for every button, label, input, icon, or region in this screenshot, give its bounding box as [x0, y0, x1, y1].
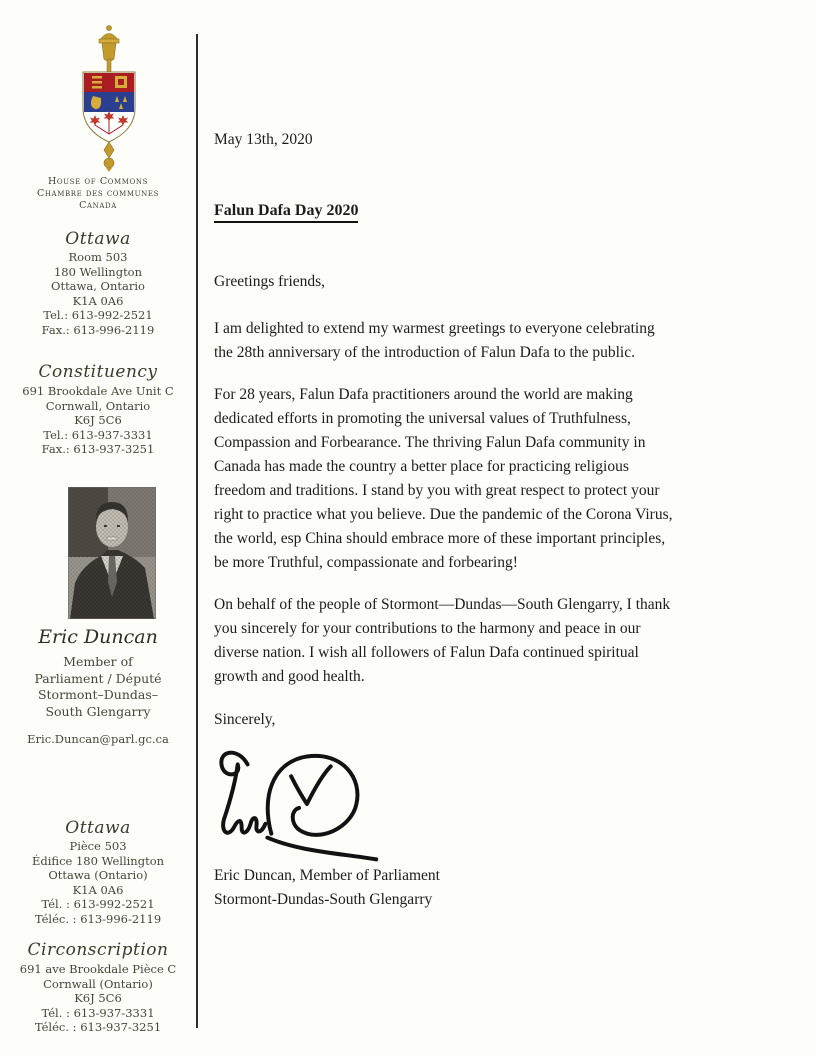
text-line: K6J 5C6: [74, 991, 122, 1005]
text-line: Cornwall, Ontario: [45, 398, 151, 413]
letterhead-divider-line: [196, 34, 198, 1028]
ottawa-en-heading: Ottawa: [65, 229, 131, 249]
text-line: Parliament / Député: [34, 670, 162, 686]
text-line: Compassion and Forbearance. The thriving Falun Dafa community in: [214, 434, 646, 451]
text-line: Tel.: 613-937-3331: [43, 427, 153, 442]
letter-date: May 13th, 2020: [214, 131, 313, 148]
text-line: 691 Brookdale Ave Unit C: [22, 384, 174, 398]
text-line: the world, esp China should embrace more of these important principles,: [214, 530, 666, 547]
handwritten-signature: [208, 742, 396, 862]
constituency-en-heading: Constituency: [38, 362, 158, 382]
text-line: Canada has made the country a better place for practicing religious: [214, 458, 629, 475]
text-line: Ottawa (Ontario): [48, 868, 148, 882]
text-line: Édifice 180 Wellington: [31, 853, 165, 868]
member-role-block: [0, 654, 196, 720]
letter-closing: Sincerely,: [214, 711, 276, 728]
text-line: Pièce 503: [69, 839, 127, 853]
text-line: Téléc. : 613-937-3251: [34, 1020, 162, 1034]
text-line: Stormont-Dundas-South Glengarry: [214, 891, 433, 908]
text-line: 691 ave Brookdale Pièce C: [19, 962, 177, 976]
text-line: Ottawa, Ontario: [51, 279, 145, 293]
letter-paragraph-1: [214, 317, 655, 365]
text-line: diverse nation. I wish all followers of Falun Dafa continued spiritual: [214, 644, 639, 661]
text-line: K1A 0A6: [72, 882, 124, 897]
text-line: freedom and traditions. I stand by you with great respect to protect your: [214, 482, 660, 499]
letter-subject: Falun Dafa Day 2020: [214, 202, 358, 223]
text-line: Tel.: 613-992-2521: [43, 308, 153, 322]
text-line: Cornwall (Ontario): [43, 976, 153, 991]
text-line: Chambre des communes: [36, 188, 160, 199]
text-line: House of Commons: [47, 176, 149, 187]
member-email: Eric.Duncan@parl.gc.ca: [27, 732, 169, 746]
text-line: K1A 0A6: [72, 293, 124, 308]
text-line: Stormont–Dundas–: [37, 687, 159, 702]
house-of-commons-crest-icon: [57, 24, 161, 172]
org-name-block: [0, 176, 196, 212]
text-line: Eric Duncan, Member of Parliament: [214, 867, 440, 884]
text-line: the 28th anniversary of the introduction of Falun Dafa to the public.: [214, 344, 635, 361]
ottawa-fr-heading: Ottawa: [65, 818, 131, 838]
text-line: South Glengarry: [45, 703, 151, 719]
ottawa-en-address: [0, 250, 196, 337]
ottawa-fr-address: [0, 839, 196, 926]
text-line: Tél. : 613-937-3331: [41, 1005, 155, 1020]
text-line: Fax.: 613-996-2119: [41, 322, 155, 337]
letter-salutation: Greetings friends,: [214, 273, 326, 290]
text-line: growth and good health.: [214, 668, 365, 685]
text-line: dedicated efforts in promoting the universal values of Truthfulness,: [214, 410, 631, 427]
text-line: Room 503: [68, 250, 128, 264]
text-line: right to practice what you believe. Due the pandemic of the Corona Virus,: [214, 506, 673, 523]
text-line: 180 Wellington: [53, 264, 143, 279]
text-line: K6J 5C6: [74, 413, 122, 427]
letter-paragraph-3: [214, 593, 670, 689]
text-line: For 28 years, Falun Dafa practitioners around the world are making: [214, 386, 633, 403]
text-line: be more Truthful, compassionate and forbearing!: [214, 554, 518, 571]
text-line: you sincerely for your contributions to the harmony and peace in our: [214, 620, 641, 637]
member-portrait-photo: [68, 487, 156, 619]
member-name: Eric Duncan: [38, 626, 158, 648]
letter-paragraph-2: [214, 383, 672, 575]
text-line: On behalf of the people of Stormont—Dundas—South Glengarry, I thank: [214, 596, 671, 613]
constituency-fr-address: [0, 962, 196, 1035]
text-line: Téléc. : 613-996-2119: [34, 911, 162, 926]
constituency-en-address: [0, 384, 196, 457]
letter-signoff-block: [214, 864, 440, 912]
text-line: Tél. : 613-992-2521: [41, 897, 155, 911]
text-line: Canada: [79, 200, 117, 211]
text-line: Fax.: 613-937-3251: [41, 442, 155, 456]
text-line: Member of: [63, 654, 133, 669]
text-line: I am delighted to extend my warmest greetings to everyone celebrating: [214, 320, 655, 337]
constituency-fr-heading: Circonscription: [27, 940, 169, 960]
